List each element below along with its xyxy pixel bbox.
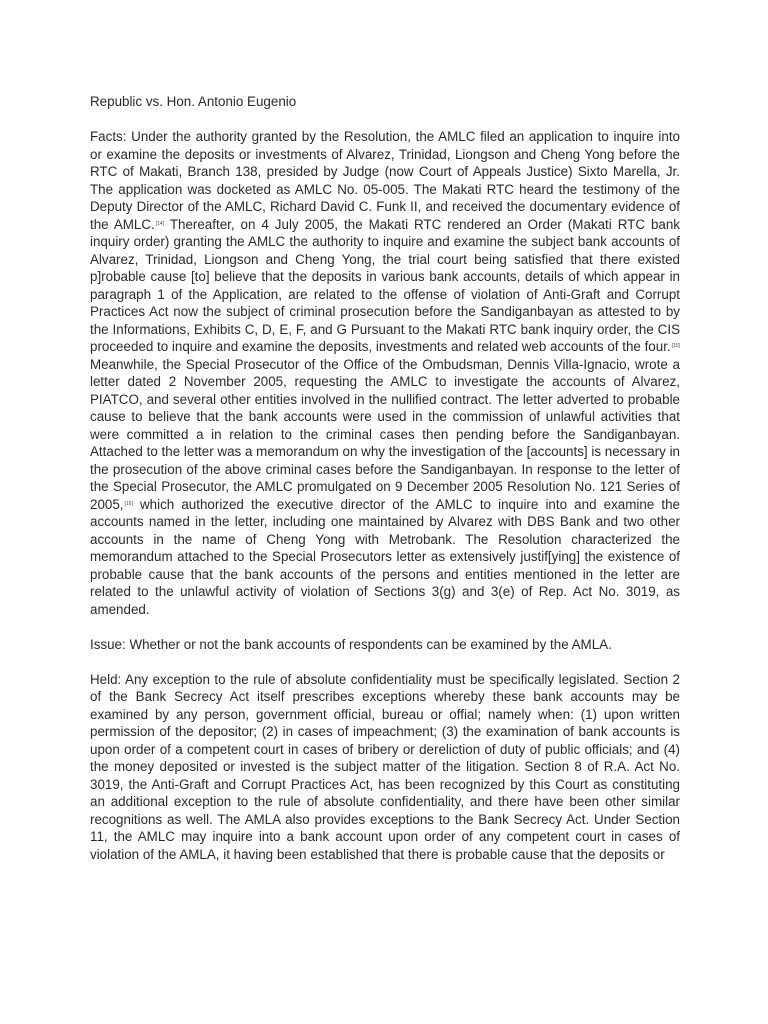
issue-paragraph: Issue: Whether or not the bank accounts of respondents can be examined by the AMLA.	[90, 636, 612, 652]
facts-text-part-1: Facts: Under the authority granted by the Resolution, the AMLC filed an application to inquire into or examine the deposits or investments of Alvarez, Trinidad, Liongson and Cheng Yong before the RTC of Makati, Branch 138, presided by Judge (now Court of Appeals Justice) Sixto Marella, Jr. The application was docketed as AMLC No. 05-005. The Makati RTC heard the testimony of the Deputy Director of the AMLC, Richard David C. Funk II, and received the documentary evidence of the AMLC.	[90, 129, 680, 232]
meanwhile-paragraph	[90, 356, 680, 619]
document-title: Republic vs. Hon. Antonio Eugenio	[90, 94, 297, 109]
footnote-ref-14[interactable]: [14]	[155, 220, 165, 227]
meanwhile-text-part-2: which authorized the executive director of the AMLC to inquire into and examine the accounts named in the letter, including one maintained by Alvarez with DBS Bank and two other accounts in the name of Cheng Yong with Metrobank. The Resolution characterized the memorandum attached to the Special Prosecutors letter as extensively justif[ying] the existence of probable cause that the bank accounts of the persons and entities mentioned in the letter are related to the unlawful activity of violation of Sections 3(g) and 3(e) of Rep. Act No. 3019, as amended.	[90, 496, 680, 617]
document-page	[90, 93, 680, 863]
facts-text-part-2: Thereafter, on 4 July 2005, the Makati RTC rendered an Order (Makati RTC bank inquiry order) granting the AMLC the authority to inquire and examine the subject bank accounts of Alvarez, Trinidad, Liongson and Cheng Yong, the trial court being satisfied that there existed p]robable cause [to] believe that the deposits in various bank accounts, details of which appear in paragraph 1 of the Application, are related to the offense of violation of Anti-Graft and Corrupt Practices Act now the subject of criminal prosecution before the Sandiganbayan as attested to by the Informations, Exhibits C, D, E, F, and G Pursuant to the Makati RTC bank inquiry order, the CIS proceeded to inquire and examine the deposits, investments and related web accounts of the four.	[90, 216, 680, 354]
held-paragraph: Held: Any exception to the rule of absolute confidentiality must be specifically legislated. Section 2 of the Bank Secrecy Act itself prescribes exceptions whereby these bank accounts may be examined by any person, government official, bureau or offial; namely when: (1) upon written permission of the depositor; (2) in cases of impeachment; (3) the examination of bank accounts is upon order of a competent court in cases of bribery or dereliction of duty of public officials; and (4) the money deposited or invested is the subject matter of the litigation. Section 8 of R.A. Act No. 3019, the Anti-Graft and Corrupt Practices Act, has been recognized by this Court as constituting an additional exception to the rule of absolute confidentiality, and there have been other similar recognitions as well. The AMLA also provides exceptions to the Bank Secrecy Act. Under Section 11, the AMLC may inquire into a bank account upon order of any competent court in cases of violation of the AMLA, it having been established that there is probable cause that the deposits or	[90, 671, 680, 862]
facts-paragraph	[90, 128, 680, 356]
footnote-ref-15[interactable]: [15]	[671, 343, 680, 349]
meanwhile-text-part-1: Meanwhile, the Special Prosecutor of the Office of the Ombudsman, Dennis Villa-Ignacio, wrote a letter dated 2 November 2005, requesting the AMLC to investigate the accounts of Alvarez, PIATCO, and several other entities involved in the nullified contract. The letter adverted to probable cause to believe that the bank accounts were used in the commission of unlawful activities that were committed a in relation to the criminal cases then pending before the Sandiganbayan. Attached to the letter was a memorandum on why the investigation of the [accounts] is necessary in the prosecution of the above criminal cases before the Sandiganbayan. In response to the letter of the Special Prosecutor, the AMLC promulgated on 9 December 2005 Resolution No. 121 Series of 2005,	[90, 356, 680, 512]
footnote-ref-16[interactable]: [16]	[124, 500, 133, 507]
